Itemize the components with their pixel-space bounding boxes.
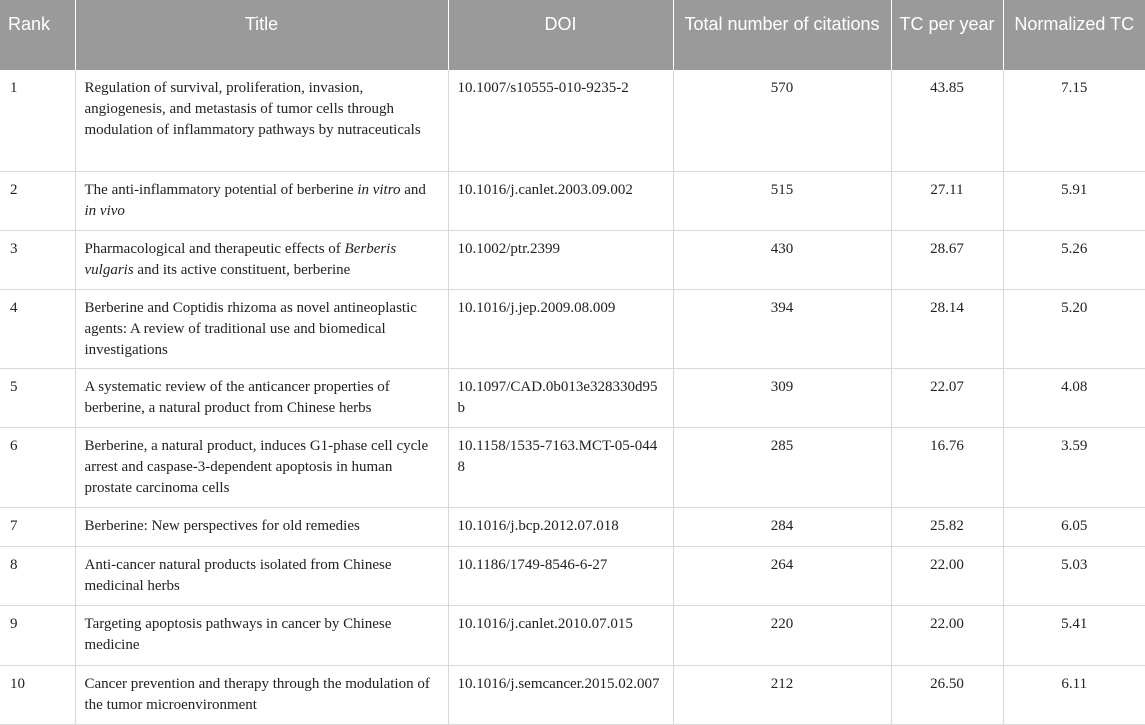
normalized-tc-cell: 4.08 <box>1003 368 1145 427</box>
rank-cell: 10 <box>0 665 75 724</box>
rank-cell: 9 <box>0 605 75 665</box>
doi-cell: 10.1158/1535-7163.MCT-05-0448 <box>448 427 673 507</box>
table-row <box>0 289 1145 368</box>
title-text: and its active constituent, berberine <box>133 261 351 278</box>
rank-cell: 2 <box>0 171 75 230</box>
tc-per-year-cell: 26.50 <box>891 665 1003 724</box>
table-row <box>0 507 1145 546</box>
header-total-citations: Total number of citations <box>673 0 891 70</box>
doi-cell: 10.1016/j.canlet.2003.09.002 <box>448 171 673 230</box>
table-row <box>0 427 1145 507</box>
tc-per-year-cell: 27.11 <box>891 171 1003 230</box>
header-row <box>0 0 1145 70</box>
total-citations-cell: 430 <box>673 230 891 289</box>
normalized-tc-cell: 5.41 <box>1003 605 1145 665</box>
table-row <box>0 665 1145 724</box>
title-italic-text: Berberis vulgaris <box>84 240 397 278</box>
total-citations-cell: 264 <box>673 546 891 605</box>
normalized-tc-cell: 7.15 <box>1003 70 1145 171</box>
tc-per-year-cell: 25.82 <box>891 507 1003 546</box>
title-cell: Regulation of survival, proliferation, invasion, angiogenesis, and metastasis of tumor cells through modulation of inflammatory pathways by nutraceuticals <box>75 70 448 171</box>
normalized-tc-cell: 5.20 <box>1003 289 1145 368</box>
normalized-tc-cell: 5.91 <box>1003 171 1145 230</box>
doi-cell: 10.1016/j.bcp.2012.07.018 <box>448 507 673 546</box>
header-tc-per-year: TC per year <box>891 0 1003 70</box>
doi-cell: 10.1016/j.semcancer.2015.02.007 <box>448 665 673 724</box>
title-cell: Berberine, a natural product, induces G1-phase cell cycle arrest and caspase-3-dependent apoptosis in human prostate carcinoma cells <box>75 427 448 507</box>
title-italic-text: in vitro <box>357 181 401 198</box>
total-citations-cell: 285 <box>673 427 891 507</box>
tc-per-year-cell: 22.00 <box>891 546 1003 605</box>
title-text: and <box>400 181 426 198</box>
title-cell: Targeting apoptosis pathways in cancer by Chinese medicine <box>75 605 448 665</box>
total-citations-cell: 220 <box>673 605 891 665</box>
title-italic-text: in vivo <box>84 202 125 219</box>
rank-cell: 5 <box>0 368 75 427</box>
doi-cell: 10.1007/s10555-010-9235-2 <box>448 70 673 171</box>
header-rank: Rank <box>0 0 75 70</box>
doi-cell: 10.1097/CAD.0b013e328330d95b <box>448 368 673 427</box>
doi-cell: 10.1186/1749-8546-6-27 <box>448 546 673 605</box>
doi-cell: 10.1016/j.canlet.2010.07.015 <box>448 605 673 665</box>
total-citations-cell: 284 <box>673 507 891 546</box>
normalized-tc-cell: 6.11 <box>1003 665 1145 724</box>
table-row <box>0 546 1145 605</box>
table-row <box>0 605 1145 665</box>
table-header <box>0 0 1145 70</box>
doi-cell: 10.1002/ptr.2399 <box>448 230 673 289</box>
header-normalized-tc: Normalized TC <box>1014 14 1135 34</box>
header-title: Title <box>75 0 448 70</box>
title-cell: Berberine: New perspectives for old remedies <box>75 507 448 546</box>
normalized-tc-cell: 3.59 <box>1003 427 1145 507</box>
title-text: Pharmacological and therapeutic effects of <box>84 240 345 257</box>
rank-cell: 1 <box>0 70 75 171</box>
total-citations-cell: 394 <box>673 289 891 368</box>
header-doi: DOI <box>448 0 673 70</box>
title-cell: Cancer prevention and therapy through the modulation of the tumor microenvironment <box>75 665 448 724</box>
tc-per-year-cell: 43.85 <box>891 70 1003 171</box>
rank-cell: 3 <box>0 230 75 289</box>
total-citations-cell: 212 <box>673 665 891 724</box>
rank-cell: 6 <box>0 427 75 507</box>
table-row <box>0 230 1145 289</box>
title-cell: A systematic review of the anticancer properties of berberine, a natural product from Chinese herbs <box>75 368 448 427</box>
tc-per-year-cell: 28.14 <box>891 289 1003 368</box>
total-citations-cell: 570 <box>673 70 891 171</box>
doi-cell: 10.1016/j.jep.2009.08.009 <box>448 289 673 368</box>
title-cell <box>75 171 448 230</box>
table-row <box>0 368 1145 427</box>
title-cell: Berberine and Coptidis rhizoma as novel antineoplastic agents: A review of traditional use and biomedical investigations <box>75 289 448 368</box>
tc-per-year-cell: 28.67 <box>891 230 1003 289</box>
tc-per-year-cell: 22.00 <box>891 605 1003 665</box>
title-text: The anti-inflammatory potential of berberine <box>84 181 358 198</box>
table-row <box>0 70 1145 171</box>
normalized-tc-cell: 5.26 <box>1003 230 1145 289</box>
total-citations-cell: 515 <box>673 171 891 230</box>
normalized-tc-cell: 6.05 <box>1003 507 1145 546</box>
title-cell: Anti-cancer natural products isolated from Chinese medicinal herbs <box>75 546 448 605</box>
table-body <box>0 70 1145 724</box>
rank-cell: 8 <box>0 546 75 605</box>
normalized-tc-cell: 5.03 <box>1003 546 1145 605</box>
rank-cell: 4 <box>0 289 75 368</box>
total-citations-cell: 309 <box>673 368 891 427</box>
rank-cell: 7 <box>0 507 75 546</box>
title-cell <box>75 230 448 289</box>
table-row <box>0 171 1145 230</box>
tc-per-year-cell: 16.76 <box>891 427 1003 507</box>
tc-per-year-cell: 22.07 <box>891 368 1003 427</box>
